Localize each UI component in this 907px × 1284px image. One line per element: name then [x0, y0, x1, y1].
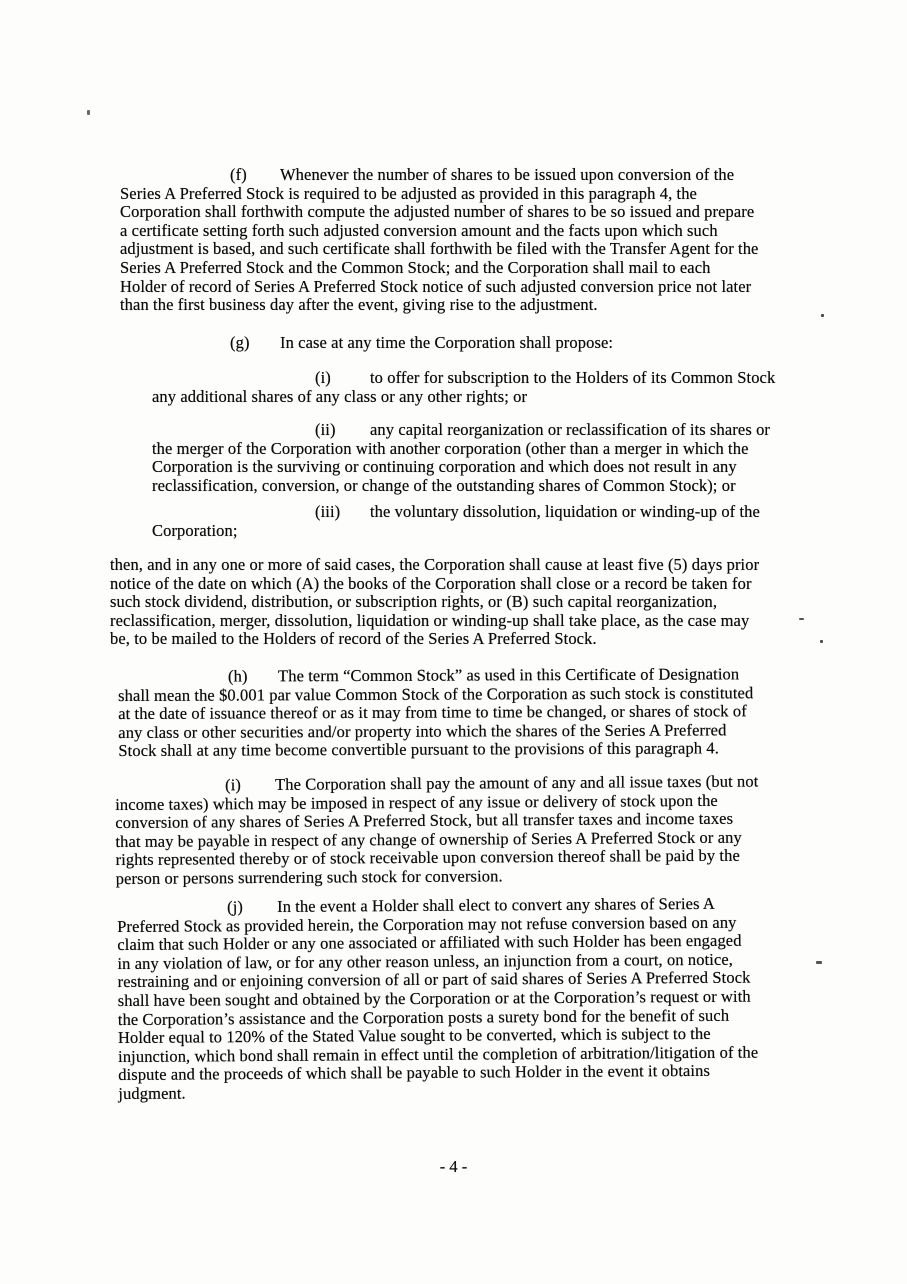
text-line: shall have been sought and obtained by the Corporation or at the Corporation’s request or with [117, 986, 751, 1010]
paragraph-label: (ii) [315, 420, 336, 439]
paragraph-g-ii [152, 421, 770, 495]
paragraph-label: (g) [230, 333, 250, 352]
text-line: Corporation; [152, 520, 238, 540]
text-line: in any violation of law, or for any other reason unless, an injunction from a court, on notice, [117, 949, 734, 973]
text-line: Preferred Stock as provided herein, the Corporation may not refuse conversion based on any [117, 912, 737, 936]
text-line: that may be payable in respect of any change of ownership of Series A Preferred Stock or any [115, 827, 742, 851]
text-line: a certificate setting forth such adjusted conversion amount and the facts upon which such [120, 220, 718, 240]
text-line: to offer for subscription to the Holders of its Common Stock [370, 368, 776, 387]
text-line: In the event a Holder shall elect to convert any shares of Series A [276, 893, 715, 916]
text-line: Series A Preferred Stock is required to be adjusted as provided in this paragraph 4, the [120, 183, 697, 203]
text-line: be, to be mailed to the Holders of record of the Series A Preferred Stock. [110, 629, 597, 649]
text-line: Holder of record of Series A Preferred Stock notice of such adjusted conversion price not later [120, 276, 752, 296]
scan-speck [820, 640, 823, 643]
paragraph-j [117, 895, 759, 1104]
text-line: such stock dividend, distribution, or subscription rights, or (B) such capital reorganization, [110, 592, 718, 612]
text-line: Corporation shall forthwith compute the adjusted number of shares to be so issued and prepare [120, 202, 755, 222]
paragraph-interlude [110, 556, 759, 649]
text-line: any class or other securities and/or property into which the shares of the Series A Preferred [118, 720, 727, 742]
text-line: judgment. [118, 1083, 186, 1103]
text-line: than the first business day after the event, giving rise to the adjustment. [120, 295, 598, 315]
text-line: restraining and or enjoining conversion of all or part of said shares of Series A Preferred Stock [117, 967, 751, 992]
text-line: shall mean the $0.001 par value Common Stock of the Corporation as such stock is constituted [118, 682, 754, 705]
page-number: - 4 - [439, 1157, 468, 1176]
text-line: adjustment is based, and such certificate shall forthwith be filed with the Transfer Agent for the [120, 239, 759, 259]
text-line: claim that such Holder or any one associated or affiliated with such Holder has been engaged [117, 930, 742, 955]
text-line: rights represented thereby or of stock receivable upon conversion thereof shall be paid by the [115, 846, 740, 870]
text-line: then, and in any one or more of said cases, the Corporation shall cause at least five (5) days prior [110, 555, 760, 574]
text-line: income taxes) which may be imposed in respect of any issue or delivery of stock upon the [115, 790, 718, 814]
paragraph-label: (h) [227, 666, 248, 686]
text-line: The term “Common Stock” as used in this Certificate of Designation [277, 664, 740, 686]
text-line: Corporation is the surviving or continuing corporation and which does not result in any [152, 457, 737, 477]
paragraph-h [118, 665, 754, 761]
scan-speck [816, 961, 822, 964]
text-line: notice of the date on which (A) the books of the Corporation shall close or a record be taken for [110, 573, 752, 593]
text-line: injunction, which bond shall remain in effect until the completion of arbitration/litigation of the [118, 1042, 759, 1066]
text-line: any additional shares of any class or any other rights; or [152, 386, 528, 406]
text-line: In case at any time the Corporation shall propose: [280, 333, 614, 352]
text-line: at the date of issuance thereof or as it may from time to time be changed, or shares of stock of [118, 701, 747, 724]
paragraph-label: (j) [226, 897, 243, 917]
text-line: Whenever the number of shares to be issued upon conversion of the [280, 165, 735, 184]
paragraph-f [120, 166, 758, 315]
paragraph-label: (i) [315, 368, 331, 387]
paragraph-g [120, 334, 613, 353]
text-line: The Corporation shall pay the amount of any and all issue taxes (but not [274, 771, 759, 794]
scan-speck [87, 110, 90, 115]
paragraph-label: (f) [230, 165, 247, 184]
text-line: the merger of the Corporation with another corporation (other than a merger in which the [152, 438, 749, 458]
scan-speck [821, 314, 824, 317]
text-line: the Corporation’s assistance and the Corporation posts a surety bond for the benefit of such [117, 1005, 730, 1029]
text-line: person or persons surrendering such stock for conversion. [115, 866, 503, 888]
text-line: reclassification, merger, dissolution, liquidation or winding-up shall take place, as the case may [110, 610, 750, 630]
text-line: any capital reorganization or reclassification of its shares or [370, 420, 771, 439]
text-line: Stock shall at any time become convertible pursuant to the provisions of this paragraph 4. [118, 738, 719, 761]
paragraph-i [115, 773, 759, 889]
text-line: conversion of any shares of Series A Preferred Stock, but all transfer taxes and income taxes [115, 808, 734, 833]
text-line: Holder equal to 120% of the Stated Value sought to be converted, which is subject to the [117, 1024, 711, 1048]
paragraph-g-iii [152, 503, 760, 540]
text-line: the voluntary dissolution, liquidation or winding-up of the [370, 502, 760, 521]
scan-speck [799, 618, 804, 620]
text-line: dispute and the proceeds of which shall be payable to such Holder in the event it obtains [118, 1061, 711, 1085]
paragraph-g-i [152, 369, 775, 406]
paragraph-label: (i) [224, 775, 241, 795]
text-line: reclassification, conversion, or change of the outstanding shares of Common Stock); or [152, 475, 736, 495]
paragraph-label: (iii) [315, 502, 341, 521]
text-line: Series A Preferred Stock and the Common Stock; and the Corporation shall mail to each [120, 257, 711, 277]
